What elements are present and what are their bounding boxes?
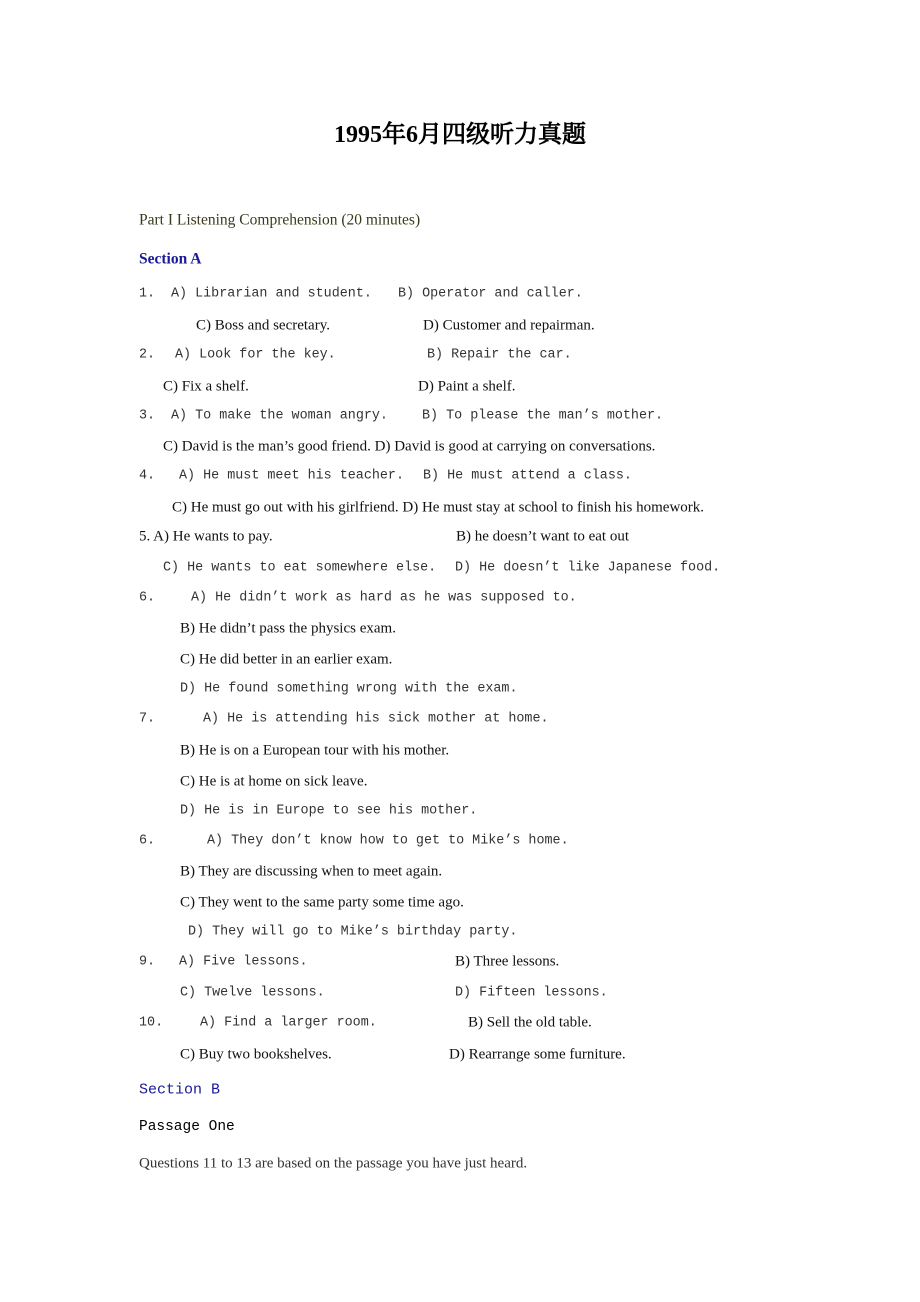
option-b: B) He didn’t pass the physics exam. — [180, 620, 396, 637]
option-d: D) They will go to Mike’s birthday party. — [188, 924, 518, 940]
option-d: D) He is in Europe to see his mother. — [180, 803, 478, 819]
question-number: 9. — [139, 954, 156, 970]
option-a: A) They don’t know how to get to Mike’s home. — [207, 833, 569, 849]
part-heading: Part I Listening Comprehension (20 minutes) — [139, 211, 421, 229]
option-d: D) He found something wrong with the exam. — [180, 681, 518, 697]
option-c-d: C) David is the man’s good friend. D) David is good at carrying on conversations. — [163, 438, 656, 455]
option-d: D) Customer and repairman. — [423, 317, 595, 334]
passage-heading: Passage One — [139, 1118, 235, 1135]
question-number: 1. — [139, 286, 156, 302]
option-d: D) He doesn’t like Japanese food. — [455, 560, 721, 576]
option-a: A) He is attending his sick mother at home. — [203, 711, 549, 727]
section-a-heading: Section A — [139, 250, 202, 268]
option-a: A) Find a larger room. — [200, 1015, 377, 1031]
option-a: A) To make the woman angry. — [171, 408, 388, 424]
option-b: B) He must attend a class. — [423, 468, 632, 484]
option-c: C) They went to the same party some time ago. — [180, 894, 464, 911]
option-b: B) To please the man’s mother. — [422, 408, 664, 424]
option-c: C) Boss and secretary. — [196, 317, 330, 334]
option-b: B) They are discussing when to meet again. — [180, 863, 443, 880]
option-b: B) Repair the car. — [427, 347, 572, 363]
question-number: 10. — [139, 1015, 164, 1031]
option-b: B) he doesn’t want to eat out — [456, 528, 630, 545]
option-c: C) Twelve lessons. — [180, 985, 325, 1001]
option-a: A) Look for the key. — [175, 347, 336, 363]
question-number-option-a: 5. A) He wants to pay. — [139, 528, 273, 545]
option-a: A) He didn’t work as hard as he was supposed to. — [191, 590, 577, 606]
passage-instruction: Questions 11 to 13 are based on the passage you have just heard. — [139, 1155, 528, 1172]
option-c-d: C) He must go out with his girlfriend. D) He must stay at school to finish his homework. — [172, 499, 705, 516]
option-a: A) He must meet his teacher. — [179, 468, 404, 484]
option-b: B) He is on a European tour with his mother. — [180, 742, 450, 759]
option-c: C) He is at home on sick leave. — [180, 773, 368, 790]
option-d: D) Paint a shelf. — [418, 378, 516, 395]
question-number: 3. — [139, 408, 156, 424]
question-number: 6. — [139, 590, 156, 606]
option-d: D) Rearrange some furniture. — [449, 1046, 626, 1063]
option-a: A) Five lessons. — [179, 954, 308, 970]
option-c: C) Buy two bookshelves. — [180, 1046, 332, 1063]
question-number: 4. — [139, 468, 156, 484]
option-a: A) Librarian and student. — [171, 286, 372, 302]
document-title: 1995年6月四级听力真题 — [334, 122, 586, 148]
question-number: 7. — [139, 711, 156, 727]
option-c: C) He wants to eat somewhere else. — [163, 560, 437, 576]
option-d: D) Fifteen lessons. — [455, 985, 608, 1001]
option-b: B) Sell the old table. — [468, 1014, 592, 1031]
option-c: C) He did better in an earlier exam. — [180, 651, 393, 668]
option-b: B) Three lessons. — [455, 953, 560, 970]
option-b: B) Operator and caller. — [398, 286, 583, 302]
section-b-heading: Section B — [139, 1081, 221, 1099]
question-number: 2. — [139, 347, 156, 363]
option-c: C) Fix a shelf. — [163, 378, 249, 395]
question-number: 6. — [139, 833, 156, 849]
